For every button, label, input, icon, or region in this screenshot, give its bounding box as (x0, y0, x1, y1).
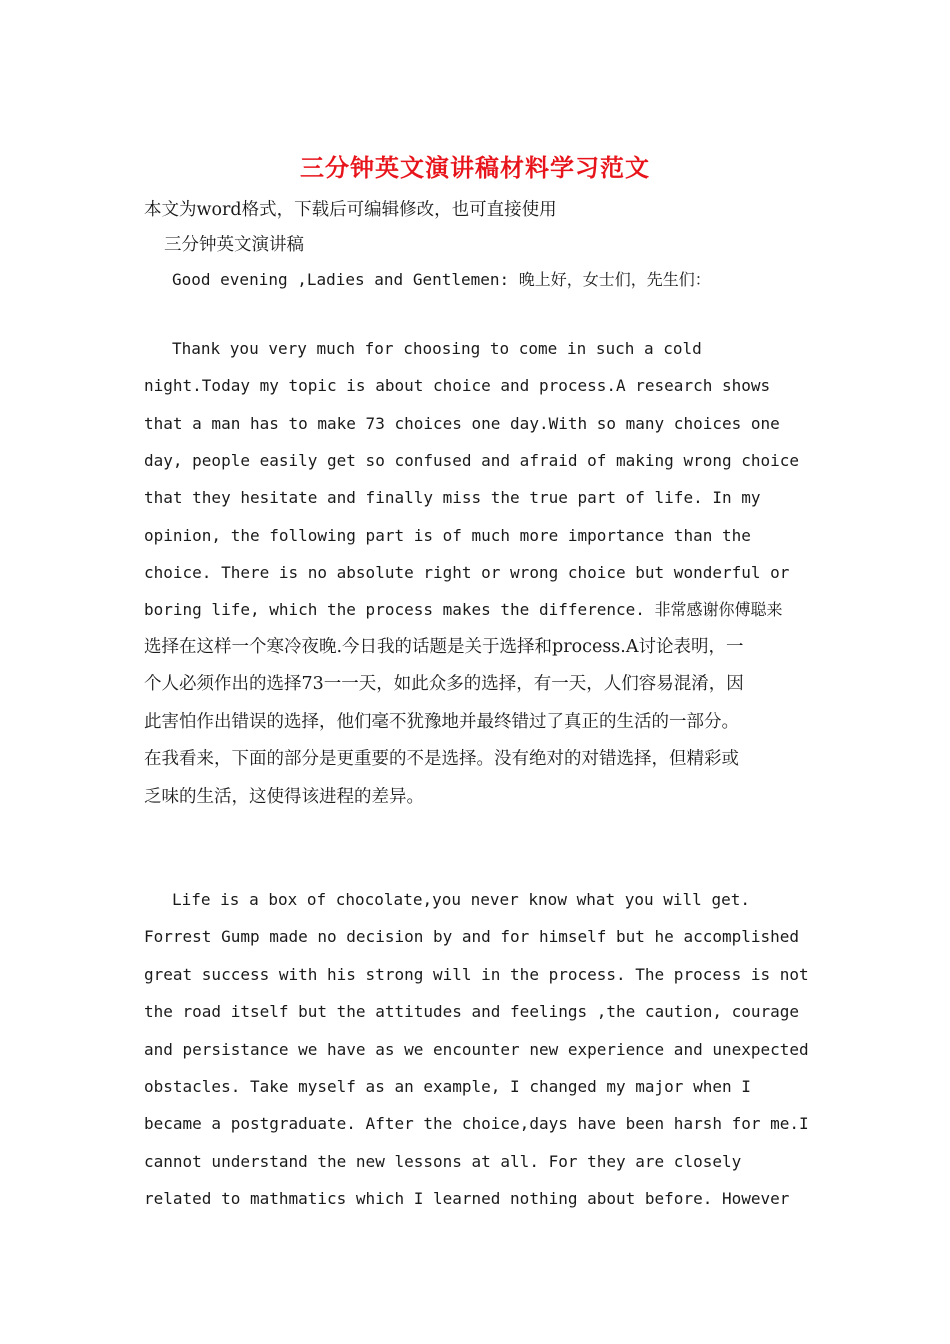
paragraph-line: 选择在这样一个寒冷夜晚.今日我的话题是关于选择和process.A讨论表明，一 (144, 637, 744, 657)
paragraph-line: great success with his strong will in the process. The process is not (144, 965, 809, 984)
paragraph-line: day, people easily get so confused and afraid of making wrong choice (144, 451, 800, 470)
paragraph-line: opinion, the following part is of much more importance than the (144, 526, 751, 545)
paragraph-line: 乏味的生活，这使得该进程的差异。 (144, 787, 424, 807)
paragraph-line: Forrest Gump made no decision by and for himself but he accomplished (144, 927, 800, 946)
greeting-line: Good evening ,Ladies and Gentlemen: 晚上好，女士们，先生们： (172, 270, 711, 289)
paragraph-line: that they hesitate and finally miss the true part of life. In my (144, 488, 761, 507)
download-notice: 本文为word格式，下载后可编辑修改，也可直接使用 (144, 200, 557, 220)
paragraph-line: Thank you very much for choosing to come in such a cold (172, 339, 702, 358)
paragraph-line: and persistance we have as we encounter new experience and unexpected (144, 1040, 809, 1059)
paragraph-line: that a man has to make 73 choices one day.With so many choices one (144, 414, 780, 433)
document-title: 三分钟英文演讲稿材料学习范文 (300, 153, 650, 182)
paragraph-line: 在我看来，下面的部分是更重要的不是选择。没有绝对的对错选择，但精彩或 (144, 749, 739, 769)
paragraph-line: boring life, which the process makes the difference. 非常感谢你傅聪来 (144, 600, 783, 619)
paragraph-line: night.Today my topic is about choice and process.A research shows (144, 376, 771, 395)
speech-subtitle: 三分钟英文演讲稿 (164, 235, 304, 255)
paragraph-line: became a postgraduate. After the choice,days have been harsh for me.I (144, 1114, 809, 1133)
paragraph-line: cannot understand the new lessons at all. For they are closely (144, 1152, 742, 1171)
paragraph-line: choice. There is no absolute right or wrong choice but wonderful or (144, 563, 790, 582)
paragraph-line: obstacles. Take myself as an example, I changed my major when I (144, 1077, 751, 1096)
paragraph-line: 个人必须作出的选择73一一天，如此众多的选择，有一天，人们容易混淆，因 (144, 674, 744, 694)
paragraph-line: the road itself but the attitudes and feelings ,the caution, courage (144, 1002, 800, 1021)
paragraph-line: Life is a box of chocolate,you never know what you will get. (172, 890, 750, 909)
paragraph-line: related to mathmatics which I learned nothing about before. However (144, 1189, 790, 1208)
paragraph-line: 此害怕作出错误的选择，他们毫不犹豫地并最终错过了真正的生活的一部分。 (144, 712, 739, 732)
